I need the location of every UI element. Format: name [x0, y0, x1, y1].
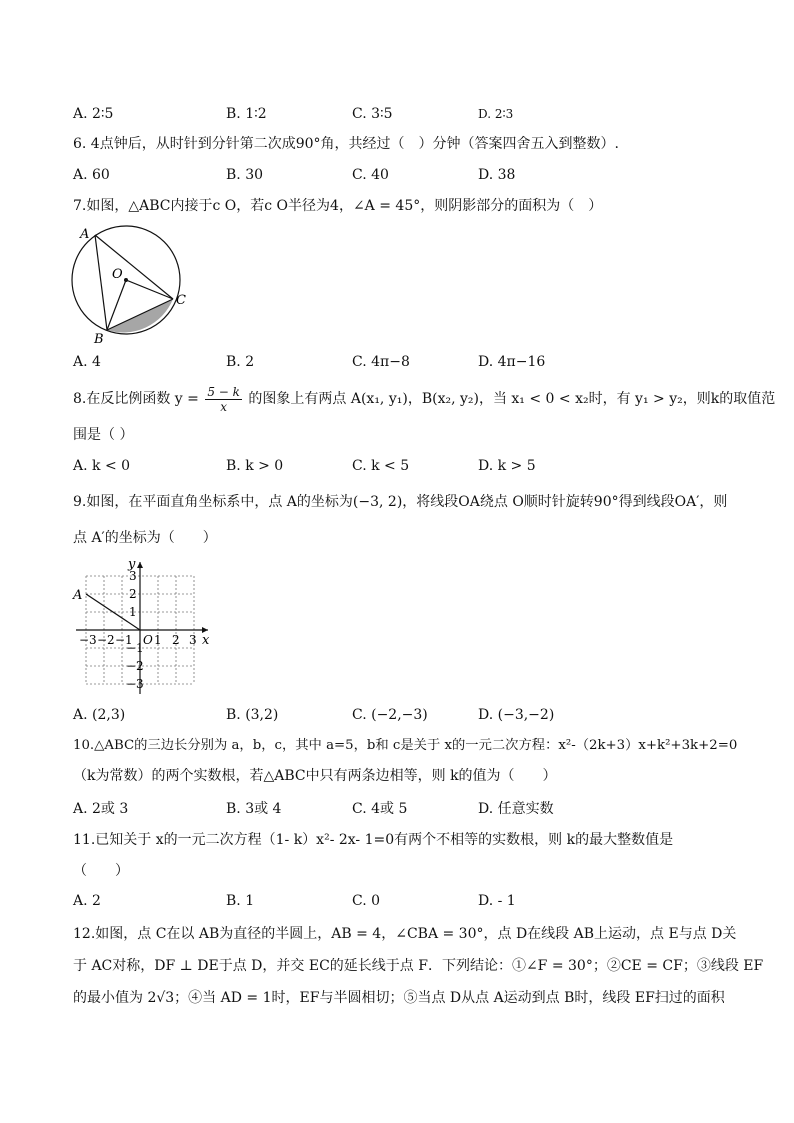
q5-option-a: A. 2∶5 — [73, 106, 114, 122]
q10-option-b: B. 3或 4 — [226, 801, 282, 817]
q9-options — [73, 705, 733, 725]
q12-line3: 的最小值为 2√3；④当 AD = 1时，EF与半圆相切；⑤当点 D从点 A运动到点 B时，线段 EF扫过的面积 — [73, 990, 725, 1006]
q8-option-b: B. k > 0 — [226, 458, 284, 474]
q7-option-c: C. 4π−8 — [352, 354, 410, 370]
q9-x-tick-2: 2 — [172, 633, 180, 647]
q11-option-c: C. 0 — [352, 893, 381, 909]
q10-option-d: D. 任意实数 — [478, 801, 554, 817]
q9-x-tick-neg2: −2 — [97, 633, 115, 647]
q9-option-a: A. (2,3) — [73, 707, 126, 723]
q9-origin-label: O — [143, 633, 153, 647]
q6-stem: 6. 4点钟后，从时针到分针第二次成90°角，共经过（ ）分钟（答案四舍五入到整数）. — [73, 136, 619, 152]
q9-y-tick-3: 3 — [129, 569, 137, 583]
q7-side-ac — [95, 235, 173, 299]
q8-stem-line2: 围是（ ） — [73, 427, 134, 443]
q9-x-tick-neg3: −3 — [79, 633, 97, 647]
q11-option-d: D. - 1 — [478, 893, 516, 909]
q5-option-d: D. 2∶3 — [478, 107, 514, 121]
q8-stem-pre: 8.在反比例函数 y = — [73, 391, 199, 407]
q11-stem-line1: 11.已知关于 x的一元二次方程（1- k）x²- 2x- 1=0有两个不相等的实数根，则 k的最大整数值是 — [73, 832, 674, 848]
q9-y-tick-2: 2 — [129, 587, 137, 601]
q7-option-d: D. 4π−16 — [478, 354, 546, 370]
q11-option-a: A. 2 — [73, 893, 101, 909]
q5-option-b: B. 1∶2 — [226, 106, 267, 122]
q10-option-a: A. 2或 3 — [73, 801, 129, 817]
q6-option-c: C. 40 — [352, 167, 389, 183]
q11-option-b: B. 1 — [226, 893, 255, 909]
q9-stem-line1: 9.如图，在平面直角坐标系中，点 A的坐标为(−3, 2)，将线段OA绕点 O顺时针旋转90°得到线段OA′，则 — [73, 494, 728, 510]
q9-y-tick-neg3: −3 — [126, 677, 144, 691]
q9-option-c: C. (−2,−3) — [352, 707, 428, 723]
q9-option-b: B. (3,2) — [226, 707, 279, 723]
q9-coordinate-figure — [70, 552, 220, 700]
q11-options — [73, 891, 733, 911]
q12-line1: 12.如图，点 C在以 AB为直径的半圆上，AB = 4，∠CBA = 30°，点 D在线段 AB上运动，点 E与点 D关 — [73, 926, 737, 942]
q10-options — [73, 799, 733, 819]
q7-center-dot — [124, 278, 128, 282]
q8-fraction — [205, 385, 242, 414]
q7-label-o: O — [112, 267, 123, 282]
q9-option-d: D. (−3,−2) — [478, 707, 555, 723]
q9-point-a-label: A — [73, 588, 83, 603]
q8-option-d: D. k > 5 — [478, 458, 536, 474]
q11-stem-line2: （ ） — [73, 863, 129, 879]
q7-label-b: B — [94, 332, 104, 347]
q8-option-a: A. k < 0 — [73, 458, 131, 474]
q5-options — [73, 104, 733, 124]
q9-stem-line2: 点 A′的坐标为（ ） — [73, 530, 217, 546]
q7-side-ab — [95, 235, 107, 330]
q7-label-c: C — [176, 293, 186, 308]
q8-options — [73, 456, 733, 476]
q10-stem-line1: 10.△ABC的三边长分别为 a，b，c，其中 a=5，b和 c是关于 x的一元二次方程：x²-（2k+3）x+k²+3k+2=0 — [73, 738, 738, 753]
q10-option-c: C. 4或 5 — [352, 801, 408, 817]
q9-y-label: y — [128, 557, 136, 572]
q9-x-tick-1: 1 — [154, 633, 162, 647]
q8-fraction-denominator: x — [220, 399, 228, 414]
q8-fraction-numerator: 5 − k — [207, 384, 240, 399]
q9-x-label: x — [202, 633, 210, 648]
q6-option-d: D. 38 — [478, 167, 516, 183]
q9-y-tick-neg2: −2 — [126, 659, 144, 673]
q5-option-c: C. 3∶5 — [352, 106, 393, 122]
q9-y-tick-neg1: −1 — [126, 641, 144, 655]
q7-radius-oc — [126, 280, 173, 299]
q10-stem-line2: （k为常数）的两个实数根，若△ABC中只有两条边相等，则 k的值为（ ） — [73, 768, 557, 784]
q8-stem-post: 的图象上有两点 A(x₁, y₁)，B(x₂, y₂)，当 x₁ < 0 < x₂时，有 y₁ > y₂，则k的取值范 — [248, 391, 776, 407]
q8-stem — [73, 382, 775, 416]
q7-stem: 7.如图，△ABC内接于c O，若c O半径为4，∠A = 45°，则阴影部分的面积为（ ） — [73, 198, 603, 214]
q12-line2: 于 AC对称，DF ⊥ DE于点 D，并交 EC的延长线于点 F．下列结论：①∠F = 30°；②CE = CF；③线段 EF — [73, 958, 764, 974]
q7-option-b: B. 2 — [226, 354, 255, 370]
q9-x-tick-neg1: −1 — [115, 633, 133, 647]
q6-options — [73, 165, 733, 185]
q7-options — [73, 352, 733, 372]
q7-circle-figure — [70, 222, 200, 347]
q8-option-c: C. k < 5 — [352, 458, 410, 474]
q6-option-a: A. 60 — [73, 167, 110, 183]
q7-option-a: A. 4 — [73, 354, 101, 370]
q9-x-tick-3: 3 — [189, 633, 197, 647]
q7-label-a: A — [80, 227, 90, 242]
q9-y-arrow — [137, 562, 143, 568]
q6-option-b: B. 30 — [226, 167, 264, 183]
q9-y-tick-1: 1 — [129, 605, 137, 619]
